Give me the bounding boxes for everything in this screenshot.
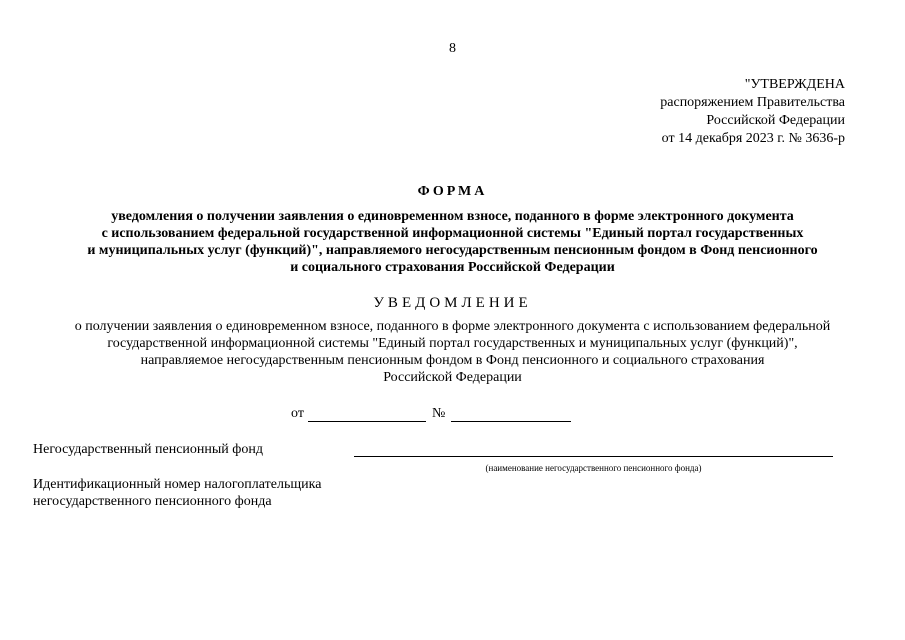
form-subtitle xyxy=(40,208,865,276)
approval-line: от 14 декабря 2023 г. № 3636-р xyxy=(661,131,845,146)
approval-line: "УТВЕРЖДЕНА xyxy=(744,77,845,92)
notice-subtitle-line: о получении заявления о единовременном взносе, поданного в форме электронного документа с использованием федеральной xyxy=(74,319,831,334)
form-subtitle-line: и социального страхования Российской Федерации xyxy=(290,260,615,275)
notice-heading: УВЕДОМЛЕНИЕ xyxy=(373,295,532,311)
fund-name-input-line[interactable] xyxy=(354,456,833,457)
date-input-line[interactable] xyxy=(308,421,426,422)
number-input-line[interactable] xyxy=(451,421,571,422)
notice-subtitle xyxy=(20,318,885,386)
notice-subtitle-line: Российской Федерации xyxy=(383,370,522,385)
form-subtitle-line: и муниципальных услуг (функций)", направляемого негосударственным пенсионным фондом в Фонд пенсионного xyxy=(87,243,818,258)
date-from-label: от xyxy=(291,406,304,421)
notice-subtitle-line: направляемое негосударственным пенсионным фондом в Фонд пенсионного и социального страхования xyxy=(140,353,765,368)
inn-label-line: негосударственного пенсионного фонда xyxy=(33,494,272,509)
approval-block xyxy=(585,76,845,148)
page-number: 8 xyxy=(449,41,456,56)
inn-label-line: Идентификационный номер налогоплательщика xyxy=(33,477,322,492)
approval-line: распоряжением Правительства xyxy=(660,95,845,110)
number-label: № xyxy=(432,406,446,421)
form-subtitle-line: уведомления о получении заявления о единовременном взносе, поданного в форме электронного документа xyxy=(111,209,794,224)
form-subtitle-line: с использованием федеральной государственной информационной системы "Единый портал государственных xyxy=(101,226,804,241)
form-heading: ФОРМА xyxy=(417,184,488,199)
fund-label: Негосударственный пенсионный фонд xyxy=(33,442,263,457)
approval-line: Российской Федерации xyxy=(706,113,845,128)
fund-name-caption: (наименование негосударственного пенсионного фонда) xyxy=(485,463,702,473)
notice-subtitle-line: государственной информационной системы "Единый портал государственных и муниципальных услуг (функций)", xyxy=(107,336,798,351)
inn-label xyxy=(33,476,321,510)
